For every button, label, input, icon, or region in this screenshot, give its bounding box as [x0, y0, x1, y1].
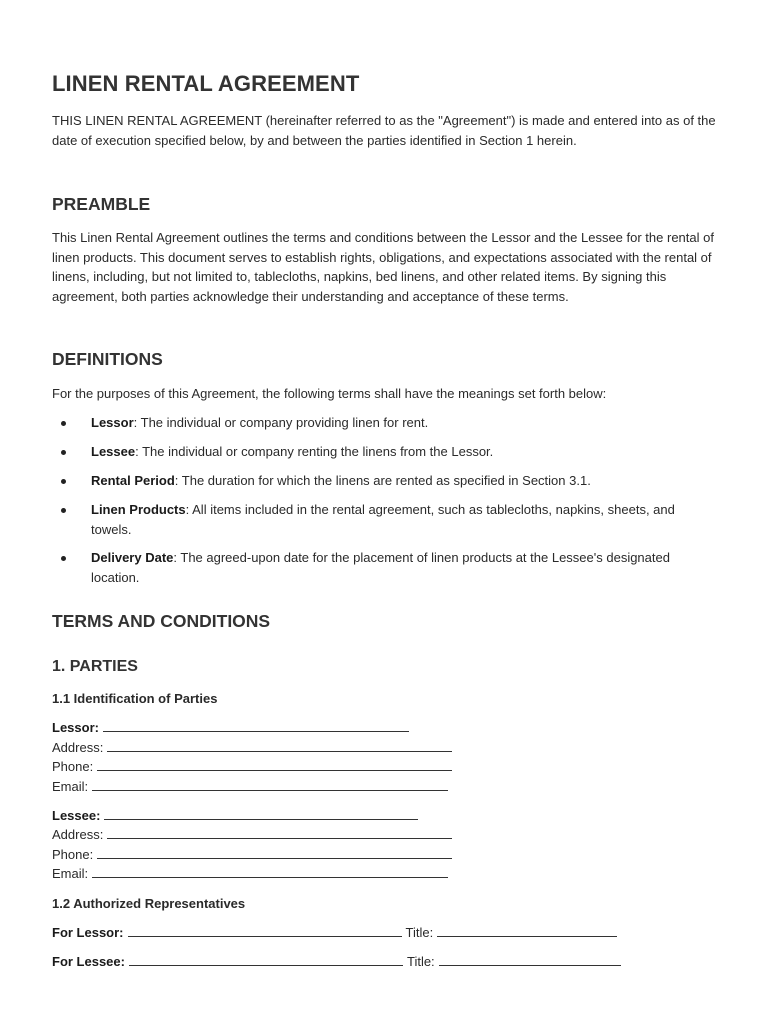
for-lessor-label: For Lessor: — [52, 925, 124, 940]
definition-term: Linen Products — [91, 502, 186, 517]
phone-label: Phone: — [52, 847, 94, 862]
lessee-email-blank[interactable] — [92, 865, 448, 878]
definition-term: Lessor — [91, 415, 134, 430]
lessee-address-blank[interactable] — [107, 826, 452, 839]
definition-text: : The agreed-upon date for the placement of linen products at the Lessee's designated location. — [91, 550, 670, 585]
definition-text: : The duration for which the linens are rented as specified in Section 3.1. — [174, 473, 591, 488]
lessor-address-field[interactable] — [52, 738, 452, 758]
intro-paragraph: THIS LINEN RENTAL AGREEMENT (hereinafter referred to as the "Agreement") is made and entered into as of the date of execution specified below, by and between the parties identified in Section 1 herein. — [52, 113, 716, 148]
lessor-label: Lessor: — [52, 720, 99, 735]
definition-item — [52, 442, 722, 462]
preamble-heading: PREAMBLE — [52, 194, 151, 214]
lessor-phone-field[interactable] — [52, 757, 452, 777]
section-1-1-heading: 1.1 Identification of Parties — [52, 691, 218, 706]
email-label: Email: — [52, 779, 89, 794]
lessor-name-blank[interactable] — [103, 719, 409, 732]
bullet-icon — [61, 421, 66, 426]
email-label: Email: — [52, 866, 89, 881]
phone-label: Phone: — [52, 759, 94, 774]
address-label: Address: — [52, 740, 104, 755]
definition-text: : The individual or company renting the linens from the Lessor. — [135, 444, 494, 459]
terms-heading: TERMS AND CONDITIONS — [52, 611, 271, 631]
lessee-representative-field[interactable] — [52, 952, 621, 972]
lessor-name-field[interactable] — [52, 718, 409, 738]
bullet-icon — [61, 508, 66, 513]
lessee-rep-name-blank[interactable] — [129, 953, 403, 966]
lessee-phone-field[interactable] — [52, 845, 452, 865]
definition-item — [52, 500, 722, 539]
definitions-heading: DEFINITIONS — [52, 349, 163, 369]
document-title: LINEN RENTAL AGREEMENT — [52, 71, 360, 96]
address-label: Address: — [52, 827, 104, 842]
lessor-phone-blank[interactable] — [97, 758, 452, 771]
lessee-name-field[interactable] — [52, 806, 418, 826]
lessor-rep-title-blank[interactable] — [437, 924, 617, 937]
bullet-icon — [61, 450, 66, 455]
lessee-email-field[interactable] — [52, 864, 448, 884]
section-1-heading: 1. PARTIES — [52, 658, 138, 675]
definition-item — [52, 548, 722, 587]
lessee-address-field[interactable] — [52, 825, 452, 845]
preamble-paragraph: This Linen Rental Agreement outlines the terms and conditions between the Lessor and the Lessee for the rental of linen products. This document serves to establish rights, obligations, and expectations associated with the rental of linens, including, but not limited to, tablecloths, napkins, bed linens, and other related items. By signing this agreement, both parties acknowledge their understanding and acceptance of these terms. — [52, 230, 714, 304]
lessor-email-field[interactable] — [52, 777, 448, 797]
lessor-address-blank[interactable] — [107, 739, 452, 752]
lessee-label: Lessee: — [52, 808, 101, 823]
definition-item — [52, 413, 722, 433]
lessor-representative-field[interactable] — [52, 923, 617, 943]
definition-term: Lessee — [91, 444, 136, 459]
lessee-name-blank[interactable] — [104, 807, 418, 820]
definitions-intro: For the purposes of this Agreement, the following terms shall have the meanings set forth below: — [52, 386, 607, 401]
definition-item — [52, 471, 722, 491]
bullet-icon — [61, 556, 66, 561]
definition-term: Delivery Date — [91, 550, 174, 565]
lessee-rep-title-blank[interactable] — [439, 953, 621, 966]
for-lessee-label: For Lessee: — [52, 954, 125, 969]
definition-text: : The individual or company providing linen for rent. — [133, 415, 429, 430]
lessee-phone-blank[interactable] — [97, 846, 452, 859]
section-1-2-heading: 1.2 Authorized Representatives — [52, 896, 246, 911]
title-label: Title: — [406, 954, 435, 969]
lessor-rep-name-blank[interactable] — [128, 924, 402, 937]
definition-text: : All items included in the rental agreement, such as tablecloths, napkins, sheets, and towels. — [91, 502, 675, 537]
definition-term: Rental Period — [91, 473, 175, 488]
bullet-icon — [61, 479, 66, 484]
title-label: Title: — [405, 925, 434, 940]
lessor-email-blank[interactable] — [92, 778, 448, 791]
